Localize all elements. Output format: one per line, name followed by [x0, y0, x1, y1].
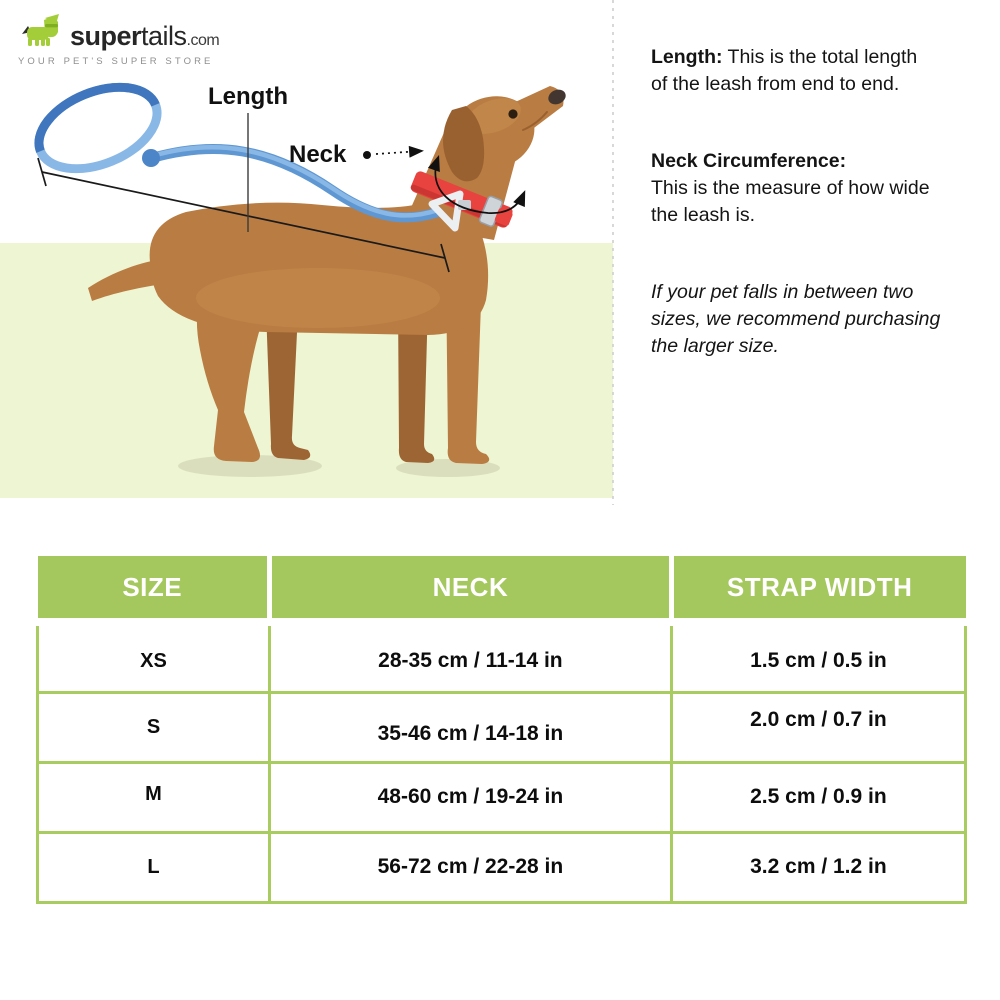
leash-handle-loop [27, 71, 169, 184]
cell-strap-l: 3.2 cm / 1.2 in [671, 832, 965, 902]
header-neck: NECK [270, 556, 672, 622]
size-chart [36, 556, 967, 904]
brand-name-regular: tails [141, 21, 187, 51]
cell-strap-xs: 1.5 cm / 0.5 in [671, 622, 965, 692]
header-size: SIZE [38, 556, 270, 622]
header-strap-width: STRAP WIDTH [671, 556, 965, 622]
cell-neck-l: 56-72 cm / 22-28 in [270, 832, 672, 902]
cell-neck-m: 48-60 cm / 19-24 in [270, 762, 672, 832]
note-line2: sizes, we recommend purchasing [651, 308, 941, 330]
brand-tld: .com [186, 32, 220, 49]
table-row-xs [38, 622, 966, 692]
neck-desc-line1: This is the measure of how wide [651, 177, 930, 199]
size-chart-header-row [38, 556, 966, 622]
note-line3: the larger size. [651, 335, 779, 357]
cell-size-s: S [38, 692, 270, 762]
neck-term: Neck Circumference: [651, 150, 847, 172]
table-row-m [38, 762, 966, 832]
neck-desc-line2: the leash is. [651, 204, 756, 226]
cell-strap-m: 2.5 cm / 0.9 in [671, 762, 965, 832]
neck-label: Neck [289, 141, 347, 168]
leash-measurement-diagram [0, 0, 630, 520]
cell-size-l: L [38, 832, 270, 902]
cell-neck-xs: 28-35 cm / 11-14 in [270, 622, 672, 692]
dog-illustration [0, 0, 630, 520]
neck-definition [651, 148, 961, 229]
table-row-s [38, 692, 966, 762]
cell-neck-s: 35-46 cm / 14-18 in [270, 692, 672, 762]
length-term: Length: [651, 46, 723, 68]
sizing-note [651, 279, 961, 360]
cell-size-m: M [38, 762, 270, 832]
definitions-panel [651, 44, 961, 387]
cell-size-xs: XS [38, 622, 270, 692]
length-desc-line1: This is the total length [722, 46, 918, 68]
note-line1: If your pet falls in between two [651, 281, 914, 303]
cell-strap-s: 2.0 cm / 0.7 in [671, 692, 965, 762]
brand-name-bold: super [70, 21, 142, 51]
table-row-l [38, 832, 966, 902]
length-desc-line2: of the leash from end to end. [651, 73, 900, 95]
length-definition [651, 44, 961, 98]
brand-tagline: YOUR PET'S SUPER STORE [18, 56, 214, 67]
length-label: Length [208, 83, 288, 110]
